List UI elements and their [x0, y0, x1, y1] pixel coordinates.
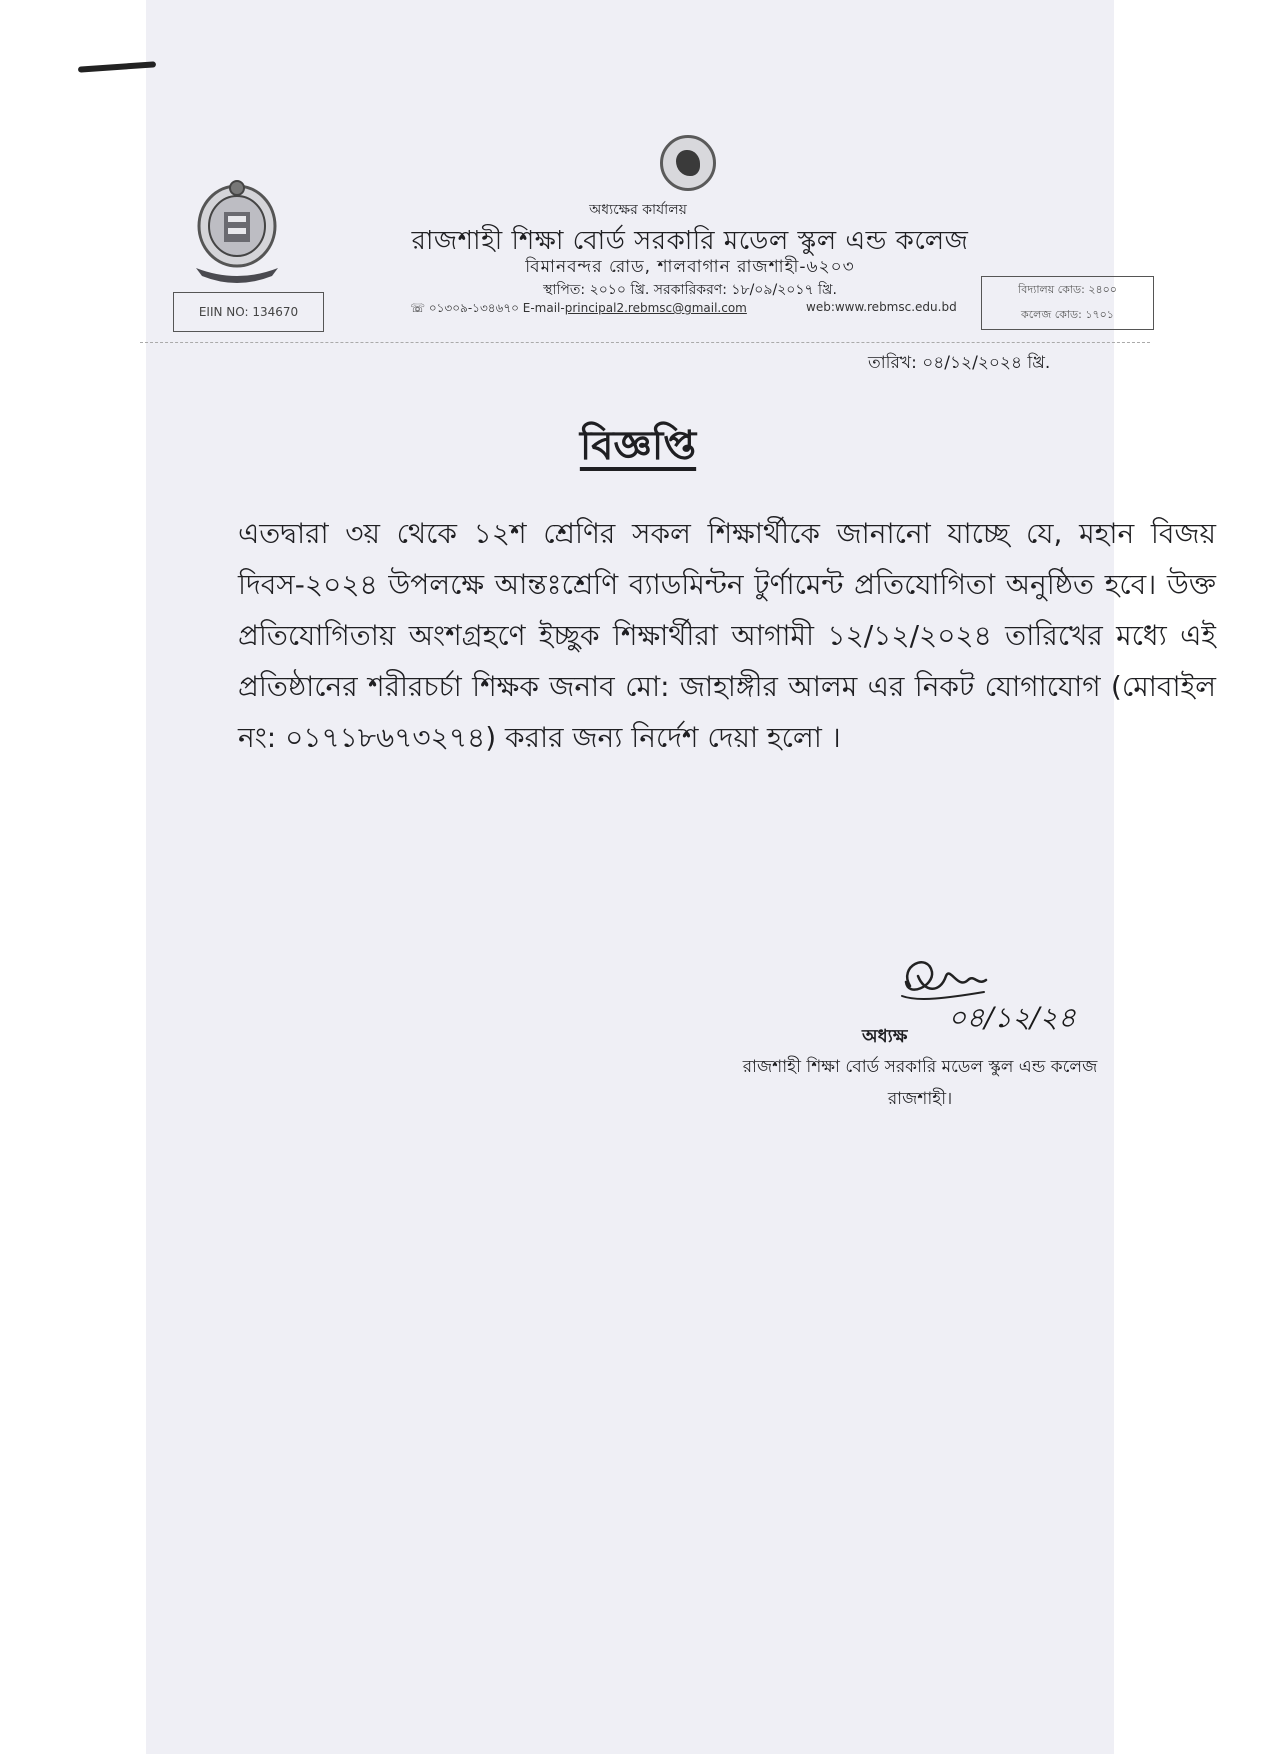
- signatory-city: রাজশাহী।: [887, 1089, 953, 1109]
- notice-date: তারিখ: ০৪/১২/২০২৪ খ্রি.: [868, 353, 1051, 373]
- email-prefix: E-mail-: [522, 301, 565, 315]
- school-address: বিমানবন্দর রোড, শালবাগান রাজশাহী-৬২০৩: [525, 257, 855, 277]
- phone-number: ০১৩০৯-১৩৪৬৭০: [428, 301, 519, 315]
- notice-title: [0, 414, 1276, 481]
- email-link[interactable]: principal2.rebmsc@gmail.com: [564, 301, 747, 315]
- school-crest-icon: [190, 176, 284, 288]
- notice-title-text: বিজ্ঞপ্তি: [579, 423, 697, 469]
- header-divider: [140, 342, 1150, 343]
- school-name: রাজশাহী শিক্ষা বোর্ড সরকারি মডেল স্কুল এন্ড কলেজ: [411, 226, 969, 256]
- phone-icon: ☏: [410, 301, 426, 315]
- government-seal-icon: [660, 135, 716, 191]
- eiin-box: [173, 292, 324, 332]
- office-label: অধ্যক্ষের কার্যালয়: [589, 202, 687, 218]
- school-code: বিদ্যালয় কোড: ২৪০০: [1018, 283, 1117, 296]
- scan-mark: [78, 61, 156, 72]
- eiin-number: EIIN NO: 134670: [198, 305, 299, 319]
- website-link[interactable]: web:www.rebmsc.edu.bd: [806, 300, 957, 314]
- signatory-organization: রাজশাহী শিক্ষা বোর্ড সরকারি মডেল স্কুল এন্ড কলেজ: [742, 1057, 1098, 1077]
- signatory-title: অধ্যক্ষ: [862, 1026, 908, 1047]
- notice-body: এতদ্বারা ৩য় থেকে ১২শ শ্রেণির সকল শিক্ষার্থীকে জানানো যাচ্ছে যে, মহান বিজয় দিবস-২০২৪ উপলক্ষে আন্তঃশ্রেণি ব্যাডমিন্টন টুর্ণামেন্ট প্রতিযোগিতা অনুষ্ঠিত হবে। উক্ত প্রতিযোগিতায় অংশগ্রহণে ইচ্ছুক শিক্ষার্থীরা আগামী ১২/১২/২০২৪ তারিখের মধ্যে এই প্রতিষ্ঠানের শরীরচর্চা শিক্ষক জনাব মো: জাহাঙ্গীর আলম এর নিকট যোগাযোগ (মোবাইল নং: ০১৭১৮৬৭৩২৭৪) করার জন্য নির্দেশ দেয়া হলো ।: [238, 517, 1216, 754]
- established-info: স্থাপিত: ২০১০ খ্রি. সরকারিকরণ: ১৮/০৯/২০১৭ খ্রি.: [543, 282, 837, 298]
- code-box: [981, 276, 1154, 330]
- college-code: কলেজ কোড: ১৭০১: [1021, 308, 1114, 321]
- contact-line: [410, 300, 747, 320]
- signature-date: ০৪/১২/২৪: [948, 1001, 1076, 1034]
